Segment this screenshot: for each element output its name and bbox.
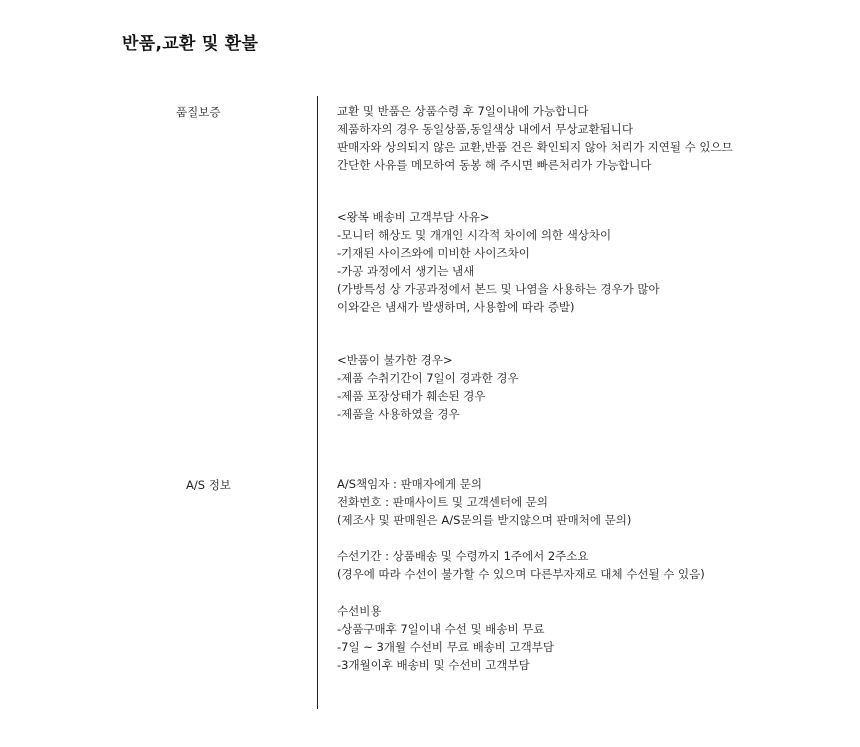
as-cost-heading: 수선비용 <box>337 604 382 618</box>
as-info-label: A/S 정보 <box>186 478 231 492</box>
as-cost-block <box>337 602 554 674</box>
page-title: 반품,교환 및 환불 <box>122 34 259 54</box>
shipping-fee-block <box>337 208 660 316</box>
no-return-block <box>337 351 519 423</box>
no-return-item: -제품을 사용하였을 경우 <box>337 407 460 421</box>
as-contact-block <box>337 475 631 529</box>
shipping-fee-item: 이와같은 냄새가 발생하며, 사용함에 따라 증발) <box>337 300 575 314</box>
as-cost-item: -상품구매후 7일이내 수선 및 배송비 무료 <box>337 622 545 636</box>
quality-line: 제품하자의 경우 동일상품,동일색상 내에서 무상교환됩니다 <box>337 122 633 136</box>
no-return-heading: <반품이 불가한 경우> <box>337 353 453 367</box>
shipping-fee-heading: <왕복 배송비 고객부담 사유> <box>337 210 490 224</box>
no-return-item: -제품 수취기간이 7일이 경과한 경우 <box>337 371 519 385</box>
as-period-line: 수선기간 : 상품배송 및 수령까지 1주에서 2주소요 <box>337 549 589 563</box>
shipping-fee-item: (가방특성 상 가공과정에서 본드 및 나염을 사용하는 경우가 많아 <box>337 282 660 296</box>
as-cost-item: -7일 ~ 3개월 수선비 무료 배송비 고객부담 <box>337 640 554 654</box>
as-period-line: (경우에 따라 수선이 불가할 수 있으며 다른부자재로 대체 수선될 수 있음) <box>337 567 705 581</box>
quality-line: 판매자와 상의되지 않은 교환,반품 건은 확인되지 않아 처리가 지연될 수 있으므 <box>337 140 733 154</box>
shipping-fee-item: -모니터 해상도 및 개개인 시각적 차이에 의한 색상차이 <box>337 228 612 242</box>
as-cost-item: -3개월이후 배송비 및 수선비 고객부담 <box>337 658 530 672</box>
as-period-block <box>337 547 705 583</box>
as-contact-line: 전화번호 : 판매사이트 및 고객센터에 문의 <box>337 495 549 509</box>
vertical-divider <box>317 96 318 709</box>
shipping-fee-item: -가공 과정에서 생기는 냄새 <box>337 264 475 278</box>
shipping-fee-item: -기재된 사이즈와에 미비한 사이즈차이 <box>337 246 530 260</box>
quality-line: 교환 및 반품은 상품수령 후 7일이내에 가능합니다 <box>337 104 589 118</box>
as-contact-line: A/S책임자 : 판매자에게 문의 <box>337 477 482 491</box>
no-return-item: -제품 포장상태가 훼손된 경우 <box>337 389 486 403</box>
quality-line: 간단한 사유를 메모하여 동봉 해 주시면 빠른처리가 가능합니다 <box>337 158 652 172</box>
as-contact-line: (제조사 및 판매원은 A/S문의를 받지않으며 판매처에 문의) <box>337 513 632 527</box>
quality-guarantee-label: 품질보증 <box>176 105 221 119</box>
quality-guarantee-content <box>337 102 733 174</box>
